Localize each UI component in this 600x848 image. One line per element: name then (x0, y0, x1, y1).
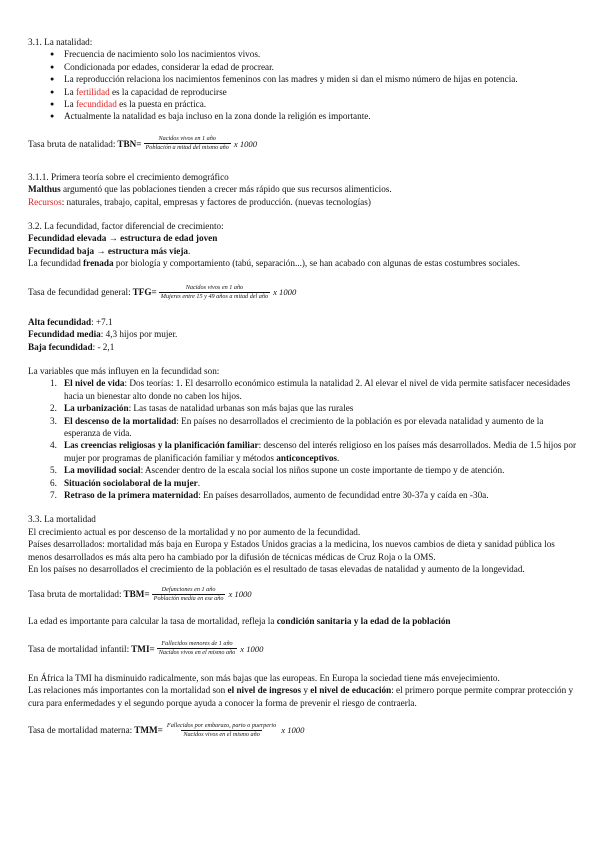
relaciones-paragraph: Las relaciones más importantes con la mortalidad son el nivel de ingresos y el nivel de educación: el primero porque permite comprar protección y cura para enfermedades y el segundo porque ayuda a conocer la forma de prevenir el riesgo de contraerla. (28, 685, 574, 708)
formula-tfg: Tasa de fecundidad general: TFG= $\frac{\text{Nacidos vivos en 1 año}}{\text{Mujeres entre 15 y 49 años a mitad del año}}$ x 1000 (28, 284, 297, 301)
section-heading-mortalidad: 3.3. La mortalidad (28, 514, 96, 525)
bullet-item: ● La reproducción relaciona los nacimientos femeninos con las madres y miden si dan el mismo número de hijas en potencia. (50, 73, 580, 85)
formula-tbn: Tasa bruta de natalidad: TBN= $\frac{\text{Nacidos vivos en 1 año}}{\text{Población a mitad del mismo año}}$ x 1000 (28, 135, 258, 152)
level-item: Baja fecundidad: - 2,1 (28, 341, 115, 352)
level-item: Fecundidad media: 4,3 hijos por mujer. (28, 329, 178, 340)
paragraph: El crecimiento actual es por descenso de la mortalidad y no por aumento de la fecundidad. (28, 526, 361, 537)
formula-tmm: Tasa de mortalidad materna: TMM= $\frac{\text{Fallecidos por embarazo, parto o puerperio}}{\text{Nacidos vivos en el mismo año}}$ x 1000 (28, 721, 305, 738)
fecundidad-baja: Fecundidad baja → estructura más vieja. (28, 245, 191, 256)
fraction: $\frac{\text{Defunciones en 1 año}}{\text{Población media en ese año}}$ (153, 585, 224, 602)
highlight-term: fecundidad (76, 99, 117, 110)
natalidad-bullet-list (28, 48, 580, 122)
list-item: 7. Retraso de la primera maternidad: En países desarrollados, aumento de fecundidad entre 30-37a y caída en -30a. (50, 489, 489, 500)
formula-tbm: Tasa bruta de mortalidad: TBM= $\frac{\text{Defunciones en 1 año}}{\text{Población media en ese año}}$ x 1000 (28, 585, 252, 602)
list-item: 6. Situación sociolaboral de la mujer. (50, 477, 201, 488)
list-item: 4. Las creencias religiosas y la planificación familiar: descenso del interés religioso en los países más desarrollados. Media de 1.5 hijos por mujer por programas de planificación familiar y métodos anticonceptivos. (50, 440, 577, 463)
highlight-term: fertilidad (76, 86, 110, 97)
formula-tmi: Tasa de mortalidad infantil: TMI= $\frac{\text{Fallecidos menores de 1 año}}{\text{Nacidos vivos en el mismo año}}$ x 1000 (28, 640, 264, 657)
variables-intro: La variables que más influyen en la fecundidad son: (28, 365, 220, 376)
section-heading-natalidad: 3.1. La natalidad: (28, 37, 93, 47)
section-heading-teoria: 3.1.1. Primera teoría sobre el crecimiento demográfico (28, 171, 229, 182)
fraction: $\frac{\text{Fallecidos por embarazo, parto o puerperio}}{\text{Nacidos vivos en el mismo año}}$ (166, 721, 277, 738)
level-item: Alta fecundidad: +7.1 (28, 316, 113, 327)
recursos-paragraph: Recursos: naturales, trabajo, capital, empresas y factores de producción. (nuevas tecnologías) (28, 196, 371, 207)
bullet-item: ● Actualmente la natalidad es baja incluso en la zona donde la religión es importante. (50, 110, 580, 122)
malthus-paragraph: Malthus argumentó que las poblaciones tienden a crecer más rápido que sus recursos alimenticios. (28, 184, 392, 195)
africa-paragraph: En África la TMI ha disminuido radicalmente, son más bajas que las europeas. En Europa la sociedad tiene más envejecimiento. (28, 672, 500, 683)
paragraph: En los países no desarrollados el crecimiento de la población es el resultado de tasas elevadas de natalidad y aumento de la longevidad. (28, 564, 525, 574)
fecundidad-frenada: La fecundidad frenada por biología y comportamiento (tabú, separación...), se han acabado con algunas de estas costumbres sociales. (28, 258, 520, 269)
fraction: $\frac{\text{Nacidos vivos en 1 año}}{\text{Mujeres entre 15 y 49 años a mitad del año}}$ (160, 284, 269, 301)
bullet-item: ● Condicionada por edades, considerar la edad de procrear. (50, 61, 580, 73)
edad-paragraph: La edad es importante para calcular la tasa de mortalidad, refleja la condición sanitaria y la edad de la población (28, 616, 451, 627)
fraction: $\frac{\text{Fallecidos menores de 1 año}}{\text{Nacidos vivos en el mismo año}}$ (158, 640, 236, 657)
fecundidad-elevada: Fecundidad elevada → estructura de edad joven (28, 233, 218, 244)
list-item: 1. El nivel de vida: Dos teorías: 1. El desarrollo económico estimula la natalidad 2. Al elevar el nivel de vida permite satisfacer necesidades hacia un bienestar alto donde no caben los hijos. (50, 378, 571, 401)
bullet-item: ● Frecuencia de nacimiento solo los nacimientos vivos. (50, 48, 580, 60)
document-page (28, 36, 580, 743)
fraction: $\frac{\text{Nacidos vivos en 1 año}}{\text{Población a mitad del mismo año}}$ (145, 135, 229, 152)
list-item: 5. La movilidad social: Ascender dentro de la escala social los niños supone un coste importante de tiempo y de atención. (50, 465, 505, 476)
bullet-item: ● La fertilidad es la capacidad de reproducirse (50, 86, 580, 98)
bullet-item: ● La fecundidad es la puesta en práctica. (50, 98, 580, 110)
list-item: 3. El descenso de la mortalidad: En países no desarrollados el crecimiento de la población es por elevada natalidad y aumento de la esperanza de vida. (50, 415, 544, 438)
paragraph: Países desarrollados: mortalidad más baja en Europa y Estados Unidos gracias a la medicina, los nuevos cambios de dieta y sanidad pública los menos desarrollados es más alta pero ha cambiado por la difusión de técnicas médicas de Cruz Roja o la OMS. (28, 539, 555, 562)
list-item: 2. La urbanización: Las tasas de natalidad urbanas son más bajas que las rurales (50, 403, 354, 414)
variables-list (28, 377, 580, 501)
section-heading-fecundidad: 3.2. La fecundidad, factor diferencial de crecimiento: (28, 221, 224, 232)
